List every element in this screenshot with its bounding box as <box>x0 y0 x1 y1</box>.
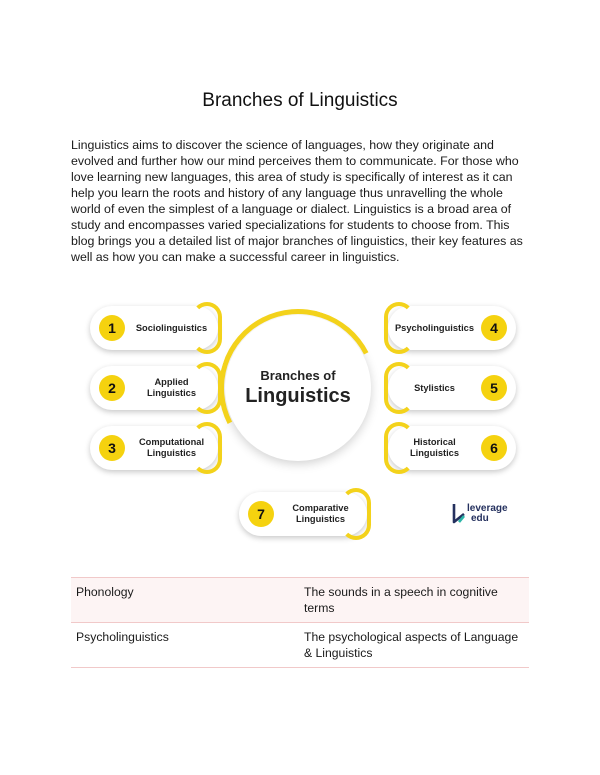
branch-number-badge: 7 <box>248 501 274 527</box>
branch-psycholinguistics <box>388 306 516 350</box>
table-row <box>71 578 529 623</box>
branches-table <box>71 577 529 668</box>
logo-mark-icon <box>452 502 466 524</box>
branch-label: Stylistics <box>414 382 455 393</box>
hub-label <box>225 315 371 461</box>
branch-comparative-linguistics <box>239 492 367 536</box>
branch-number-badge: 2 <box>99 375 125 401</box>
branch-label: Computational Linguistics <box>138 437 205 458</box>
hub-label-line1: Branches of <box>260 368 336 383</box>
table-cell-description: The psychological aspects of Language & Linguistics <box>299 623 529 668</box>
branches-diagram <box>78 292 538 552</box>
branch-number-badge: 6 <box>481 435 507 461</box>
logo-text <box>467 504 508 524</box>
branch-computational-linguistics <box>90 426 218 470</box>
branch-applied-linguistics <box>90 366 218 410</box>
branch-number-badge: 3 <box>99 435 125 461</box>
table-cell-branch: Psycholinguistics <box>71 623 299 668</box>
branch-label: Comparative Linguistics <box>292 503 349 524</box>
leverage-edu-logo <box>452 500 522 534</box>
branch-stylistics <box>388 366 516 410</box>
branch-sociolinguistics <box>90 306 218 350</box>
intro-paragraph: Linguistics aims to discover the science of languages, how they originate and evolved and further how our mind perceives them to communicate. For those who love learning new languages, this area of study is specifically of interest as it can help you learn the roots and history of any language thus unravelling the whole world of even the simplest of a language or dialect. Linguistics is a broad area of study and encompasses varied specializations for students to choose from. This blog brings you a detailed list of major branches of linguistics, their key features as well as how you can make a successful career in linguistics. <box>71 138 523 264</box>
table-cell-branch: Phonology <box>71 578 299 623</box>
page-title: Branches of Linguistics <box>202 90 398 111</box>
table-row <box>71 623 529 668</box>
branch-label: Historical Linguistics <box>409 437 460 458</box>
branch-historical-linguistics <box>388 426 516 470</box>
branch-label: Psycholinguistics <box>394 322 475 333</box>
branch-number-badge: 4 <box>481 315 507 341</box>
branch-label: Applied Linguistics <box>146 377 197 398</box>
logo-text-line1: leverage <box>467 503 508 514</box>
table-cell-description: The sounds in a speech in cognitive terms <box>299 578 529 623</box>
logo-text-line2: edu <box>471 513 489 524</box>
branch-label: Sociolinguistics <box>135 322 208 333</box>
branch-number-badge: 1 <box>99 315 125 341</box>
hub-label-line2: Linguistics <box>245 385 351 407</box>
branch-number-badge: 5 <box>481 375 507 401</box>
